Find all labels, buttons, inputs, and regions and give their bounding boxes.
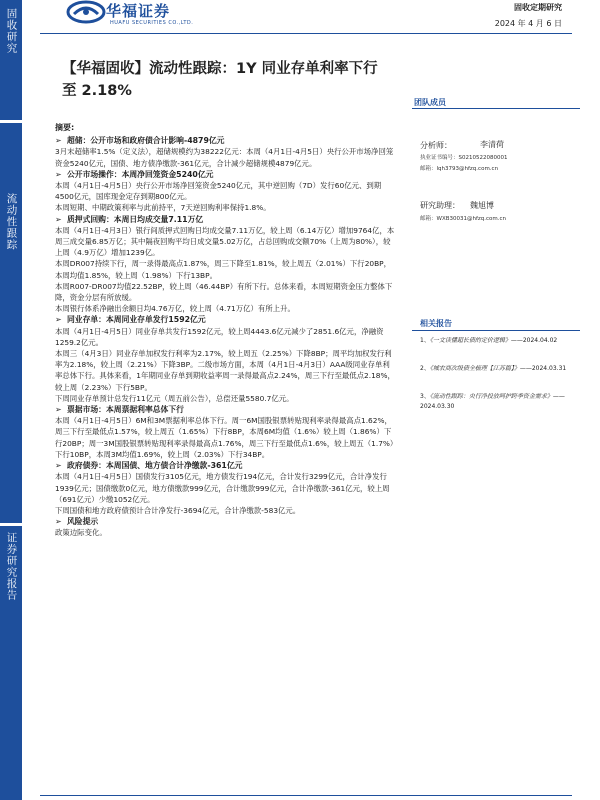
section-heading-text: 风险提示 (67, 517, 99, 527)
arrow-bullet-icon: ➢ (55, 315, 62, 325)
section-paragraph: 本周银行体系净融出余额日均4.76万亿，较上周（4.71万亿）有所上升。 (55, 304, 295, 314)
section-heading-text: 质押式回购：本周日均成交量7.11万亿 (67, 214, 204, 224)
section-heading-text: 政府债券：本周国债、地方债合计净缴款-361亿元 (67, 461, 243, 471)
sidebar-category: 固收研究 (0, 0, 22, 120)
assistant-name: 魏旭博 (470, 201, 494, 210)
section-paragraph: 3月末超储率1.5%（定义法），超储规模约为38222亿元：本周（4月1日-4月5日）央行公开市场净回笼资金5240亿元，国债、地方债净缴款-361亿元，合计减少超储规模4879亿元。 (55, 147, 394, 168)
related-report-title: 《一文读懂超长债的定价逻辑》 (429, 337, 511, 344)
analyst-email: 邮箱：lqh3793@hfzq.com.cn (420, 166, 499, 172)
section-heading (55, 314, 395, 325)
section-heading (55, 516, 395, 527)
arrow-bullet-icon: ➢ (55, 405, 62, 415)
assistant-email: 邮箱：WXB30031@hfzq.com.cn (420, 216, 507, 222)
related-report-date: ——2024.04.02 (510, 337, 558, 344)
section-heading-text: 票据市场：本周票据利率总体下行 (67, 405, 184, 415)
section-paragraph: 本周（4月1日-4月3日）银行间质押式回购日均成交量7.11万亿，较上周（6.14万亿）增加9764亿，本周三成交量6.85万亿；其中隔夜回购平均日成交量5.02万亿，占总回购成交额70%（上周为80%），较上周（4.9万亿）增加1239亿。 (55, 225, 395, 258)
related-report-num: 3、 (420, 393, 430, 400)
assistant-role: 研究助理： (420, 201, 460, 210)
analyst-name: 李清荷 (480, 140, 504, 149)
analyst-license: 执业证书编号：S0210522080001 (420, 155, 508, 161)
section-heading-text: 超储：公开市场和政府债合计影响-4879亿元 (67, 136, 225, 146)
section-paragraph: 本周（4月1日-4月5日）国债发行3105亿元，地方债发行194亿元，合计发行3299亿元，合计净发行1939亿元；国债缴款0亿元，地方债缴款999亿元，合计缴款999亿元，合计净缴款-361亿元，较上周（691亿元）少缴1052亿元。 (55, 472, 390, 504)
footer-divider (40, 795, 572, 796)
section-paragraph: 政策边际变化。 (55, 528, 107, 538)
team-label: 团队成员 (414, 98, 446, 107)
related-report-title: 《流动性跟踪：央行净投放呵护跨季资金需求》 (429, 393, 553, 400)
related-reports-label: 相关报告 (420, 319, 452, 328)
sidebar-topic: 流动性跟踪 (0, 123, 22, 523)
section-paragraph: 本周R007-DR007均值22.52BP，较上周（46.44BP）有所下行。总体来看，本周短期资金压力整体下降，资金分层有所放缓。 (55, 281, 393, 303)
abstract-label: 摘要: (55, 123, 75, 132)
related-report-item[interactable] (420, 364, 580, 374)
section-heading-text: 同业存单：本周同业存单发行1592亿元 (67, 315, 206, 325)
section-paragraph: 下周同业存单预计总发行11亿元（周五前公告），总偿还量5580.7亿元。 (55, 393, 294, 403)
related-report-date: ——2024.03.30 (420, 393, 565, 410)
section-paragraph: 本周（4月1日-4月5日）同业存单共发行1592亿元，较上周4443.6亿元减少了2851.6亿元，净融资1259.2亿元。 (55, 326, 384, 347)
section-paragraph: 本周（4月1日-4月5日）央行公开市场净回笼资金5240亿元，其中逆回购（7D）发行60亿元、到期4500亿元，国库现金定存到期800亿元。 (55, 181, 382, 202)
related-report-item[interactable] (420, 336, 580, 346)
section-paragraph: 本周三（4月3日）同业存单加权发行利率为2.17%，较上周五（2.25%）下降8BP；周平均加权发行利率为2.18%，较上周（2.21%）下降3BP。二级市场方面，本周（4月1日-4月3日）AAA级同业存单利率总体下行。具体来看，1年期同业存单到期收益率周一录得最高点2.24%，周三下行至最低点2.18%，较上周（2.23%）下行5BP。 (55, 349, 395, 392)
arrow-bullet-icon: ➢ (55, 214, 62, 224)
header-divider (40, 33, 572, 34)
related-divider (412, 330, 580, 331)
section-paragraph: 下周国债和地方政府债预计合计净发行-3694亿元，合计净缴款-583亿元。 (55, 505, 301, 515)
section-heading (55, 135, 395, 146)
related-report-title: 《城农商次级债全梳理【江苏篇】》 (429, 365, 520, 372)
abstract-body (55, 122, 395, 539)
arrow-bullet-icon: ➢ (55, 169, 62, 179)
section-heading (55, 214, 395, 225)
related-report-num: 2、 (420, 365, 430, 372)
logo-emblem-icon (64, 0, 108, 28)
logo-name: 华福证券 (106, 2, 171, 20)
section-paragraph: 本周短期、中期政策利率与此前持平，7天逆回购利率保持1.8%。 (55, 203, 271, 213)
section-paragraph: 本周（4月1日-4月5日）6M和3M票据利率总体下行。周一6M国股银票转贴现利率录得最高点1.62%，周三下行至最低点1.57%，较上周五（1.65%）下行8BP，本周6M均值（1.6%）较上周（1.86%）下行20BP；周一3M国股银票转贴现利率录得最高点1.76%，周三下行至最低点1.6%，较上周五（1.7%）下行10BP，本周3M均值1.69%，较上周（2.03%）下行34BP。 (55, 416, 394, 459)
arrow-bullet-icon: ➢ (55, 517, 62, 527)
related-report-num: 1、 (420, 337, 430, 344)
section-heading (55, 404, 395, 415)
section-heading (55, 169, 395, 180)
section-heading (55, 460, 395, 471)
document-type: 固收定期研究 (514, 3, 562, 12)
report-title: 【华福固收】流动性跟踪：1Y 同业存单利率下行至 2.18% (62, 61, 378, 99)
related-report-date: ——2024.03.31 (519, 365, 567, 372)
analyst-role: 分析师： (420, 141, 452, 150)
sidebar (0, 0, 22, 800)
team-divider (412, 108, 580, 109)
related-report-item[interactable] (420, 392, 580, 412)
report-date: 2024 年 4 月 6 日 (494, 19, 562, 28)
logo-subtitle: HUAFU SECURITIES CO.,LTD. (110, 20, 194, 26)
arrow-bullet-icon: ➢ (55, 461, 62, 471)
arrow-bullet-icon: ➢ (55, 136, 62, 146)
section-heading-text: 公开市场操作：本周净回笼资金5240亿元 (67, 169, 214, 179)
section-paragraph: 本周DR007持续下行，周一录得最高点1.87%，周三下降至1.81%，较上周五（2.01%）下行20BP，本周均值1.85%，较上周（1.98%）下行13BP。 (55, 259, 392, 280)
sidebar-report-type: 证券研究报告 (0, 526, 22, 800)
